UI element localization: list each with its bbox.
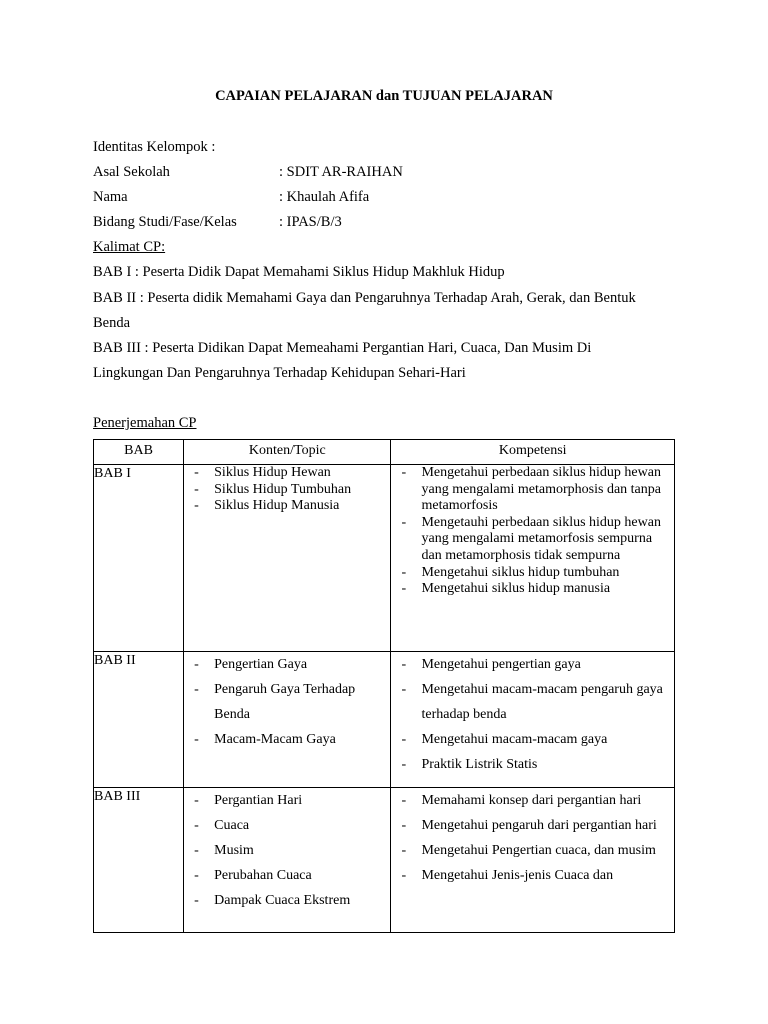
cp-bab2-line2: Benda: [93, 315, 131, 331]
field-value-school: : SDIT AR-RAIHAN: [279, 164, 403, 180]
field-value-subject: : IPAS/B/3: [279, 214, 342, 230]
list-item: - Perubahan Cuaca: [184, 863, 390, 888]
list-item: - Mengetahui Pengertian cuaca, dan musim: [391, 838, 674, 863]
list-item: - Mengetahui perbedaan siklus hidup hewan yang mengalami metamorphosis dan tanpa metamorfosis: [391, 465, 674, 515]
field-label-name: Nama: [93, 189, 128, 205]
header-bab: BAB: [94, 440, 184, 465]
row-topics: [184, 465, 391, 652]
row-competencies: [391, 465, 675, 652]
row-competencies: [391, 788, 675, 933]
cp-heading: Kalimat CP:: [93, 239, 166, 255]
list-item: - Macam-Macam Gaya: [184, 727, 390, 752]
table-row: [94, 652, 675, 788]
list-item: - Dampak Cuaca Ekstrem: [184, 888, 390, 913]
translation-table: [93, 439, 675, 933]
identity-group-label: Identitas Kelompok :: [93, 139, 216, 155]
list-item: - Mengetahui pengaruh dari pergantian hari: [391, 813, 674, 838]
row-topics: [184, 652, 391, 788]
document-title: CAPAIAN PELAJARAN dan TUJUAN PELAJARAN: [215, 88, 553, 104]
row-competencies: [391, 652, 675, 788]
cp-bab3-line2: Lingkungan Dan Pengaruhnya Terhadap Kehidupan Sehari-Hari: [93, 365, 466, 381]
list-item: - Cuaca: [184, 813, 390, 838]
list-item: - Mengetahui macam-macam pengaruh gaya terhadap benda: [391, 677, 674, 727]
table-row: [94, 788, 675, 933]
list-item: - Pengertian Gaya: [184, 652, 390, 677]
list-item: - Pergantian Hari: [184, 788, 390, 813]
list-item: - Mengetahui siklus hidup tumbuhan: [391, 565, 674, 582]
list-item: - Musim: [184, 838, 390, 863]
list-item: - Siklus Hidup Tumbuhan: [184, 482, 390, 499]
row-bab: BAB III: [94, 788, 184, 933]
table-row: [94, 465, 675, 652]
list-item: - Memahami konsep dari pergantian hari: [391, 788, 674, 813]
header-topic: Konten/Topic: [184, 440, 391, 465]
list-item: - Mengetahui siklus hidup manusia: [391, 581, 674, 598]
header-competency: Kompetensi: [391, 440, 675, 465]
field-label-subject: Bidang Studi/Fase/Kelas: [93, 214, 237, 230]
list-item: - Siklus Hidup Hewan: [184, 465, 390, 482]
field-label-school: Asal Sekolah: [93, 164, 170, 180]
field-value-name: : Khaulah Afifa: [279, 189, 370, 205]
list-item: - Mengetahui pengertian gaya: [391, 652, 674, 677]
row-bab: BAB I: [94, 465, 184, 652]
list-item: - Siklus Hidup Manusia: [184, 498, 390, 515]
list-item: - Mengetahui Jenis-jenis Cuaca dan: [391, 863, 674, 888]
list-item: - Mengetahui macam-macam gaya: [391, 727, 674, 752]
cp-bab3-line1: BAB III : Peserta Didikan Dapat Memeahami Pergantian Hari, Cuaca, Dan Musim Di: [93, 340, 592, 356]
cp-bab1: BAB I : Peserta Didik Dapat Memahami Siklus Hidup Makhluk Hidup: [93, 264, 505, 280]
row-bab: BAB II: [94, 652, 184, 788]
cp-bab2-line1: BAB II : Peserta didik Memahami Gaya dan Pengaruhnya Terhadap Arah, Gerak, dan Bentuk: [93, 290, 636, 306]
table-header-row: [94, 440, 675, 465]
translation-heading: Penerjemahan CP: [93, 415, 197, 431]
list-item: - Mengetauhi perbedaan siklus hidup hewan yang mengalami metamorfosis sempurna dan metamorphosis tidak sempurna: [391, 515, 674, 565]
row-topics: [184, 788, 391, 933]
list-item: - Praktik Listrik Statis: [391, 752, 674, 777]
list-item: - Pengaruh Gaya Terhadap Benda: [184, 677, 390, 727]
